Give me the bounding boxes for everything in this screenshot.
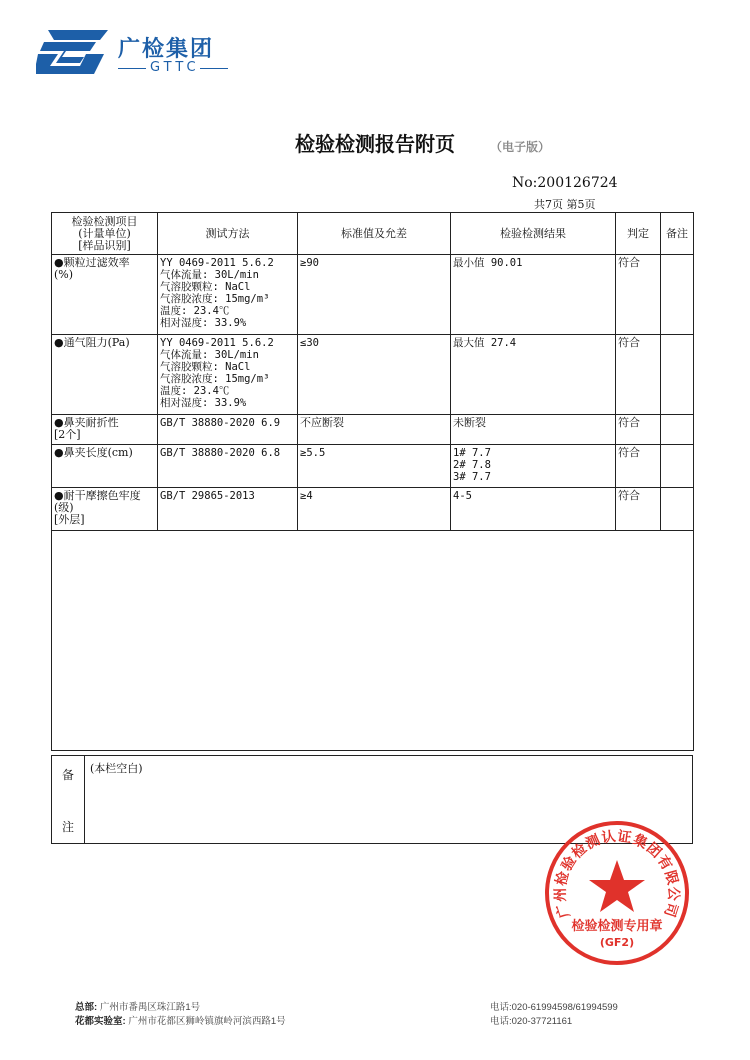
item-name: ●鼻夹耐折性 bbox=[54, 417, 119, 429]
official-seal-icon bbox=[542, 818, 692, 968]
footer-lab-label: 花都实验室: bbox=[75, 1016, 126, 1027]
method-line: YY 0469-2011 5.6.2 bbox=[160, 337, 274, 349]
method-line: 温度: 23.4℃ bbox=[160, 385, 230, 397]
remark-cell bbox=[661, 335, 694, 415]
method-cell bbox=[158, 488, 298, 531]
footer-hq-label: 总部: bbox=[75, 1002, 98, 1013]
item-sample: [2个] bbox=[54, 429, 81, 441]
item-name: ●耐干摩擦色牢度 bbox=[54, 490, 141, 502]
page-title: 检验检测报告附页 bbox=[295, 132, 455, 156]
remark-cell bbox=[661, 445, 694, 488]
result-line: 1# 7.7 bbox=[453, 447, 491, 459]
method-line: 气体流量: 30L/min bbox=[160, 349, 259, 361]
table-empty-area bbox=[52, 531, 694, 751]
method-line: 相对湿度: 33.9% bbox=[160, 317, 247, 329]
gttc-logo-icon bbox=[36, 30, 108, 74]
footer-lab-address: 广州市花都区狮岭镇旗岭河滨西路1号 bbox=[128, 1016, 286, 1027]
item-sample: [外层] bbox=[54, 514, 85, 526]
table-row bbox=[52, 255, 694, 335]
method-line: GB/T 38880-2020 6.8 bbox=[160, 447, 281, 459]
method-line: 相对湿度: 33.9% bbox=[160, 397, 247, 409]
header-item bbox=[52, 213, 158, 255]
item-cell bbox=[52, 415, 158, 445]
result-line: 2# 7.8 bbox=[453, 459, 491, 471]
header-standard: 标准值及允差 bbox=[298, 213, 451, 255]
standard-cell: ≥90 bbox=[298, 255, 451, 335]
remark-cell bbox=[661, 488, 694, 531]
method-line: 气溶胶颗粒: NaCl bbox=[160, 361, 251, 373]
test-results-table bbox=[51, 212, 694, 751]
electronic-version-label: （电子版） bbox=[490, 140, 551, 154]
item-name: ●鼻夹长度(cm) bbox=[54, 447, 133, 459]
header-item-line: (计量单位) bbox=[78, 227, 131, 240]
table-row bbox=[52, 335, 694, 415]
item-unit: (级) bbox=[54, 502, 74, 514]
seal-center-text: 检验检测专用章 bbox=[571, 919, 663, 934]
footer-lab-phone: 电话:020-37721161 bbox=[490, 1016, 573, 1027]
remarks-label-bottom: 注 bbox=[62, 820, 75, 834]
remarks-text: (本栏空白) bbox=[90, 762, 143, 775]
item-cell bbox=[52, 335, 158, 415]
judgement-cell: 符合 bbox=[616, 488, 661, 531]
seal-ring-text: 广州检验检测认证集团有限公司 bbox=[552, 828, 682, 920]
method-line: GB/T 29865-2013 bbox=[160, 490, 255, 502]
standard-cell: ≤30 bbox=[298, 335, 451, 415]
result-line: 最大值 27.4 bbox=[453, 337, 517, 349]
item-name: ●颗粒过滤效率 bbox=[54, 257, 130, 269]
report-number: No:200126724 bbox=[512, 175, 618, 191]
method-cell bbox=[158, 255, 298, 335]
logo-line-left bbox=[118, 68, 146, 69]
empty-cell bbox=[52, 531, 694, 751]
standard-cell: 不应断裂 bbox=[298, 415, 451, 445]
item-cell bbox=[52, 255, 158, 335]
page-indicator: 共7页 第5页 bbox=[534, 198, 596, 211]
result-line: 3# 7.7 bbox=[453, 471, 491, 483]
table-row bbox=[52, 445, 694, 488]
item-unit: (%) bbox=[54, 269, 74, 281]
method-line: 温度: 23.4℃ bbox=[160, 305, 230, 317]
result-cell bbox=[451, 255, 616, 335]
result-cell bbox=[451, 335, 616, 415]
item-cell bbox=[52, 488, 158, 531]
footer-hq-address: 广州市番禺区珠江路1号 bbox=[99, 1002, 201, 1013]
header-remark: 备注 bbox=[661, 213, 694, 255]
header-result: 检验检测结果 bbox=[451, 213, 616, 255]
table-header-row bbox=[52, 213, 694, 255]
method-cell bbox=[158, 445, 298, 488]
remark-cell bbox=[661, 415, 694, 445]
result-line: 4-5 bbox=[453, 490, 472, 502]
method-line: GB/T 38880-2020 6.9 bbox=[160, 417, 281, 429]
result-line: 最小值 90.01 bbox=[453, 257, 523, 269]
method-line: 气溶胶浓度: 15mg/m³ bbox=[160, 293, 270, 305]
remarks-label-top: 备 bbox=[62, 768, 75, 782]
standard-cell: ≥4 bbox=[298, 488, 451, 531]
footer-hq-phone: 电话:020-61994598/61994599 bbox=[490, 1002, 618, 1013]
footer-lab bbox=[75, 1013, 286, 1027]
method-cell bbox=[158, 415, 298, 445]
judgement-cell: 符合 bbox=[616, 415, 661, 445]
method-cell bbox=[158, 335, 298, 415]
method-line: 气溶胶颗粒: NaCl bbox=[160, 281, 251, 293]
judgement-cell: 符合 bbox=[616, 445, 661, 488]
method-line: YY 0469-2011 5.6.2 bbox=[160, 257, 274, 269]
logo-line-right bbox=[200, 68, 228, 69]
seal-code: (GF2) bbox=[599, 936, 635, 949]
method-line: 气溶胶浓度: 15mg/m³ bbox=[160, 373, 270, 385]
method-line: 气体流量: 30L/min bbox=[160, 269, 259, 281]
header-method: 测试方法 bbox=[158, 213, 298, 255]
judgement-cell: 符合 bbox=[616, 335, 661, 415]
standard-cell: ≥5.5 bbox=[298, 445, 451, 488]
remarks-label-column bbox=[52, 756, 85, 843]
item-name: ●通气阻力(Pa) bbox=[54, 337, 130, 349]
result-cell bbox=[451, 415, 616, 445]
footer-hq bbox=[75, 999, 200, 1013]
header-item-line: 检验检测项目 bbox=[71, 215, 138, 228]
header-item-line: [样品识别] bbox=[78, 239, 131, 252]
table-row bbox=[52, 488, 694, 531]
result-cell bbox=[451, 488, 616, 531]
header-judgement: 判定 bbox=[616, 213, 661, 255]
item-cell bbox=[52, 445, 158, 488]
result-line: 未断裂 bbox=[453, 417, 486, 429]
table-row bbox=[52, 415, 694, 445]
logo-chinese-name: 广检集团 bbox=[118, 37, 215, 62]
judgement-cell: 符合 bbox=[616, 255, 661, 335]
result-cell bbox=[451, 445, 616, 488]
logo-english-name: GTTC bbox=[150, 60, 200, 75]
remark-cell bbox=[661, 255, 694, 335]
